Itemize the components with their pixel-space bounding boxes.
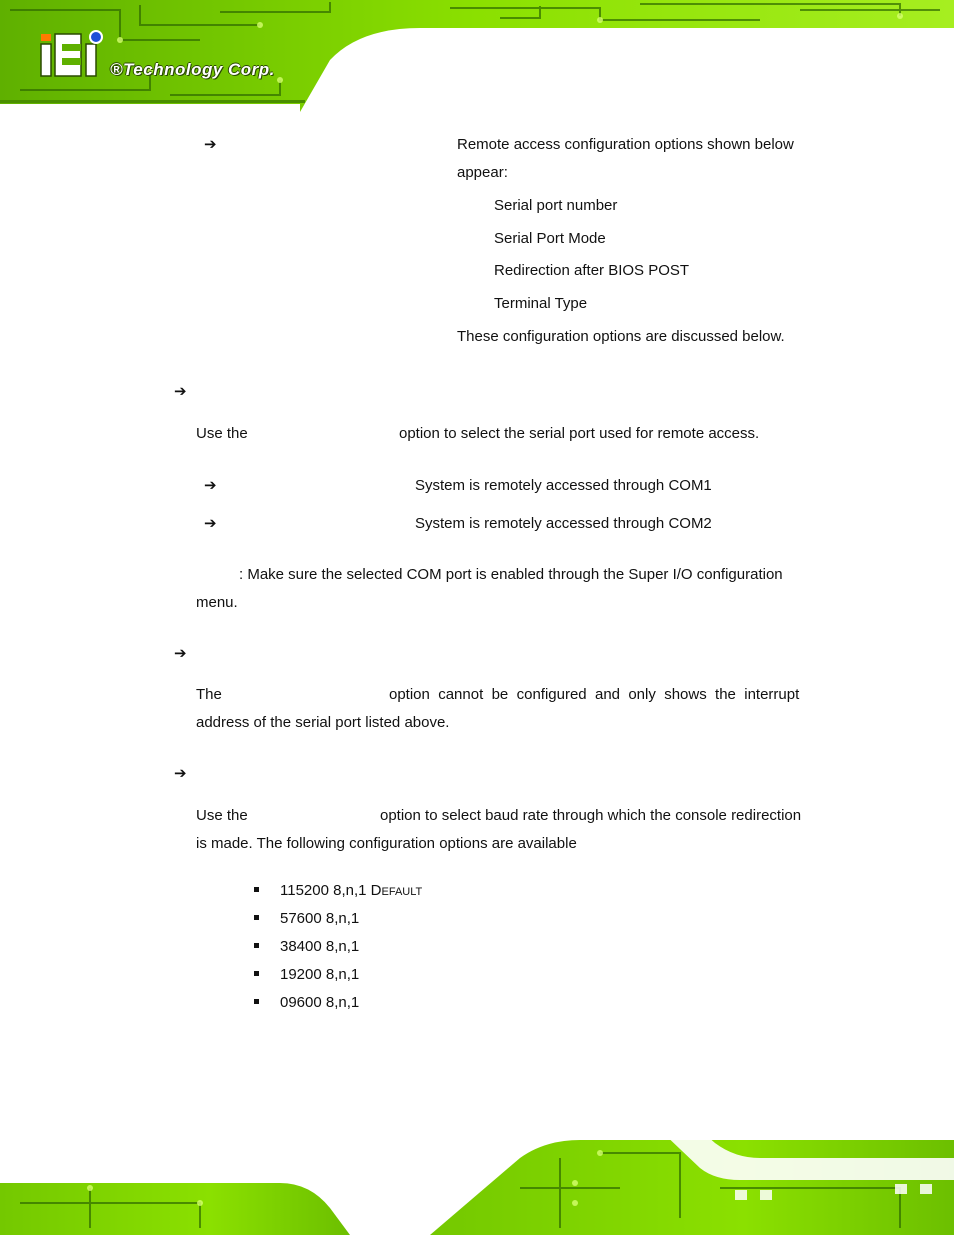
remote-access-desc-line1: Remote access configuration options shown below <box>457 136 794 153</box>
serial-port-intro-right: option to select the serial port used for remote access. <box>399 425 760 442</box>
remote-option-item: Serial port number <box>494 197 618 214</box>
right-arrow-icon: ➔ <box>204 514 217 532</box>
square-bullet-icon <box>254 915 259 920</box>
base-address-word-the: The <box>196 686 222 703</box>
base-address-text: option cannot be configured and only shows the interrupt <box>389 686 800 703</box>
iei-logo <box>38 28 288 83</box>
baud-rate-item: 38400 8,n,1 <box>280 938 360 955</box>
serial-port-intro-left: Use the <box>196 425 248 442</box>
square-bullet-icon <box>254 887 259 892</box>
default-tag: Default <box>370 882 423 899</box>
baud-rate-item: 09600 8,n,1 <box>280 994 360 1011</box>
square-bullet-icon <box>254 999 259 1004</box>
baud-rate-item <box>280 881 422 901</box>
right-arrow-icon: ➔ <box>174 644 187 662</box>
right-arrow-icon: ➔ <box>174 764 187 782</box>
baud-rate-value: 115200 8,n,1 <box>280 882 367 899</box>
remote-access-closing: These configuration options are discussed below. <box>457 328 785 345</box>
com-port-note-line2: menu. <box>196 594 238 611</box>
logo-tagline: ®Technology Corp. <box>110 60 275 79</box>
serial-mode-intro-left: Use the <box>196 807 248 824</box>
footer-circuit-banner <box>0 1128 954 1235</box>
com-port-note: : Make sure the selected COM port is enabled through the Super I/O configuration <box>239 566 783 583</box>
right-arrow-icon: ➔ <box>204 476 217 494</box>
right-arrow-icon: ➔ <box>174 382 187 400</box>
logo-mark <box>38 28 108 80</box>
remote-option-item: Serial Port Mode <box>494 230 606 247</box>
square-bullet-icon <box>254 943 259 948</box>
baud-rate-item: 57600 8,n,1 <box>280 910 360 927</box>
serial-mode-intro-right: option to select baud rate through which the console redirection <box>380 807 802 824</box>
com1-description: System is remotely accessed through COM1 <box>415 477 712 494</box>
com2-description: System is remotely accessed through COM2 <box>415 515 712 532</box>
baud-rate-item: 19200 8,n,1 <box>280 966 360 983</box>
remote-option-item: Redirection after BIOS POST <box>494 262 690 279</box>
base-address-line2: address of the serial port listed above. <box>196 714 450 731</box>
right-arrow-icon: ➔ <box>204 135 217 153</box>
remote-access-desc-line2: appear: <box>457 164 508 181</box>
square-bullet-icon <box>254 971 259 976</box>
serial-mode-line2: is made. The following configuration options are available <box>196 835 577 852</box>
remote-option-item: Terminal Type <box>494 295 588 312</box>
